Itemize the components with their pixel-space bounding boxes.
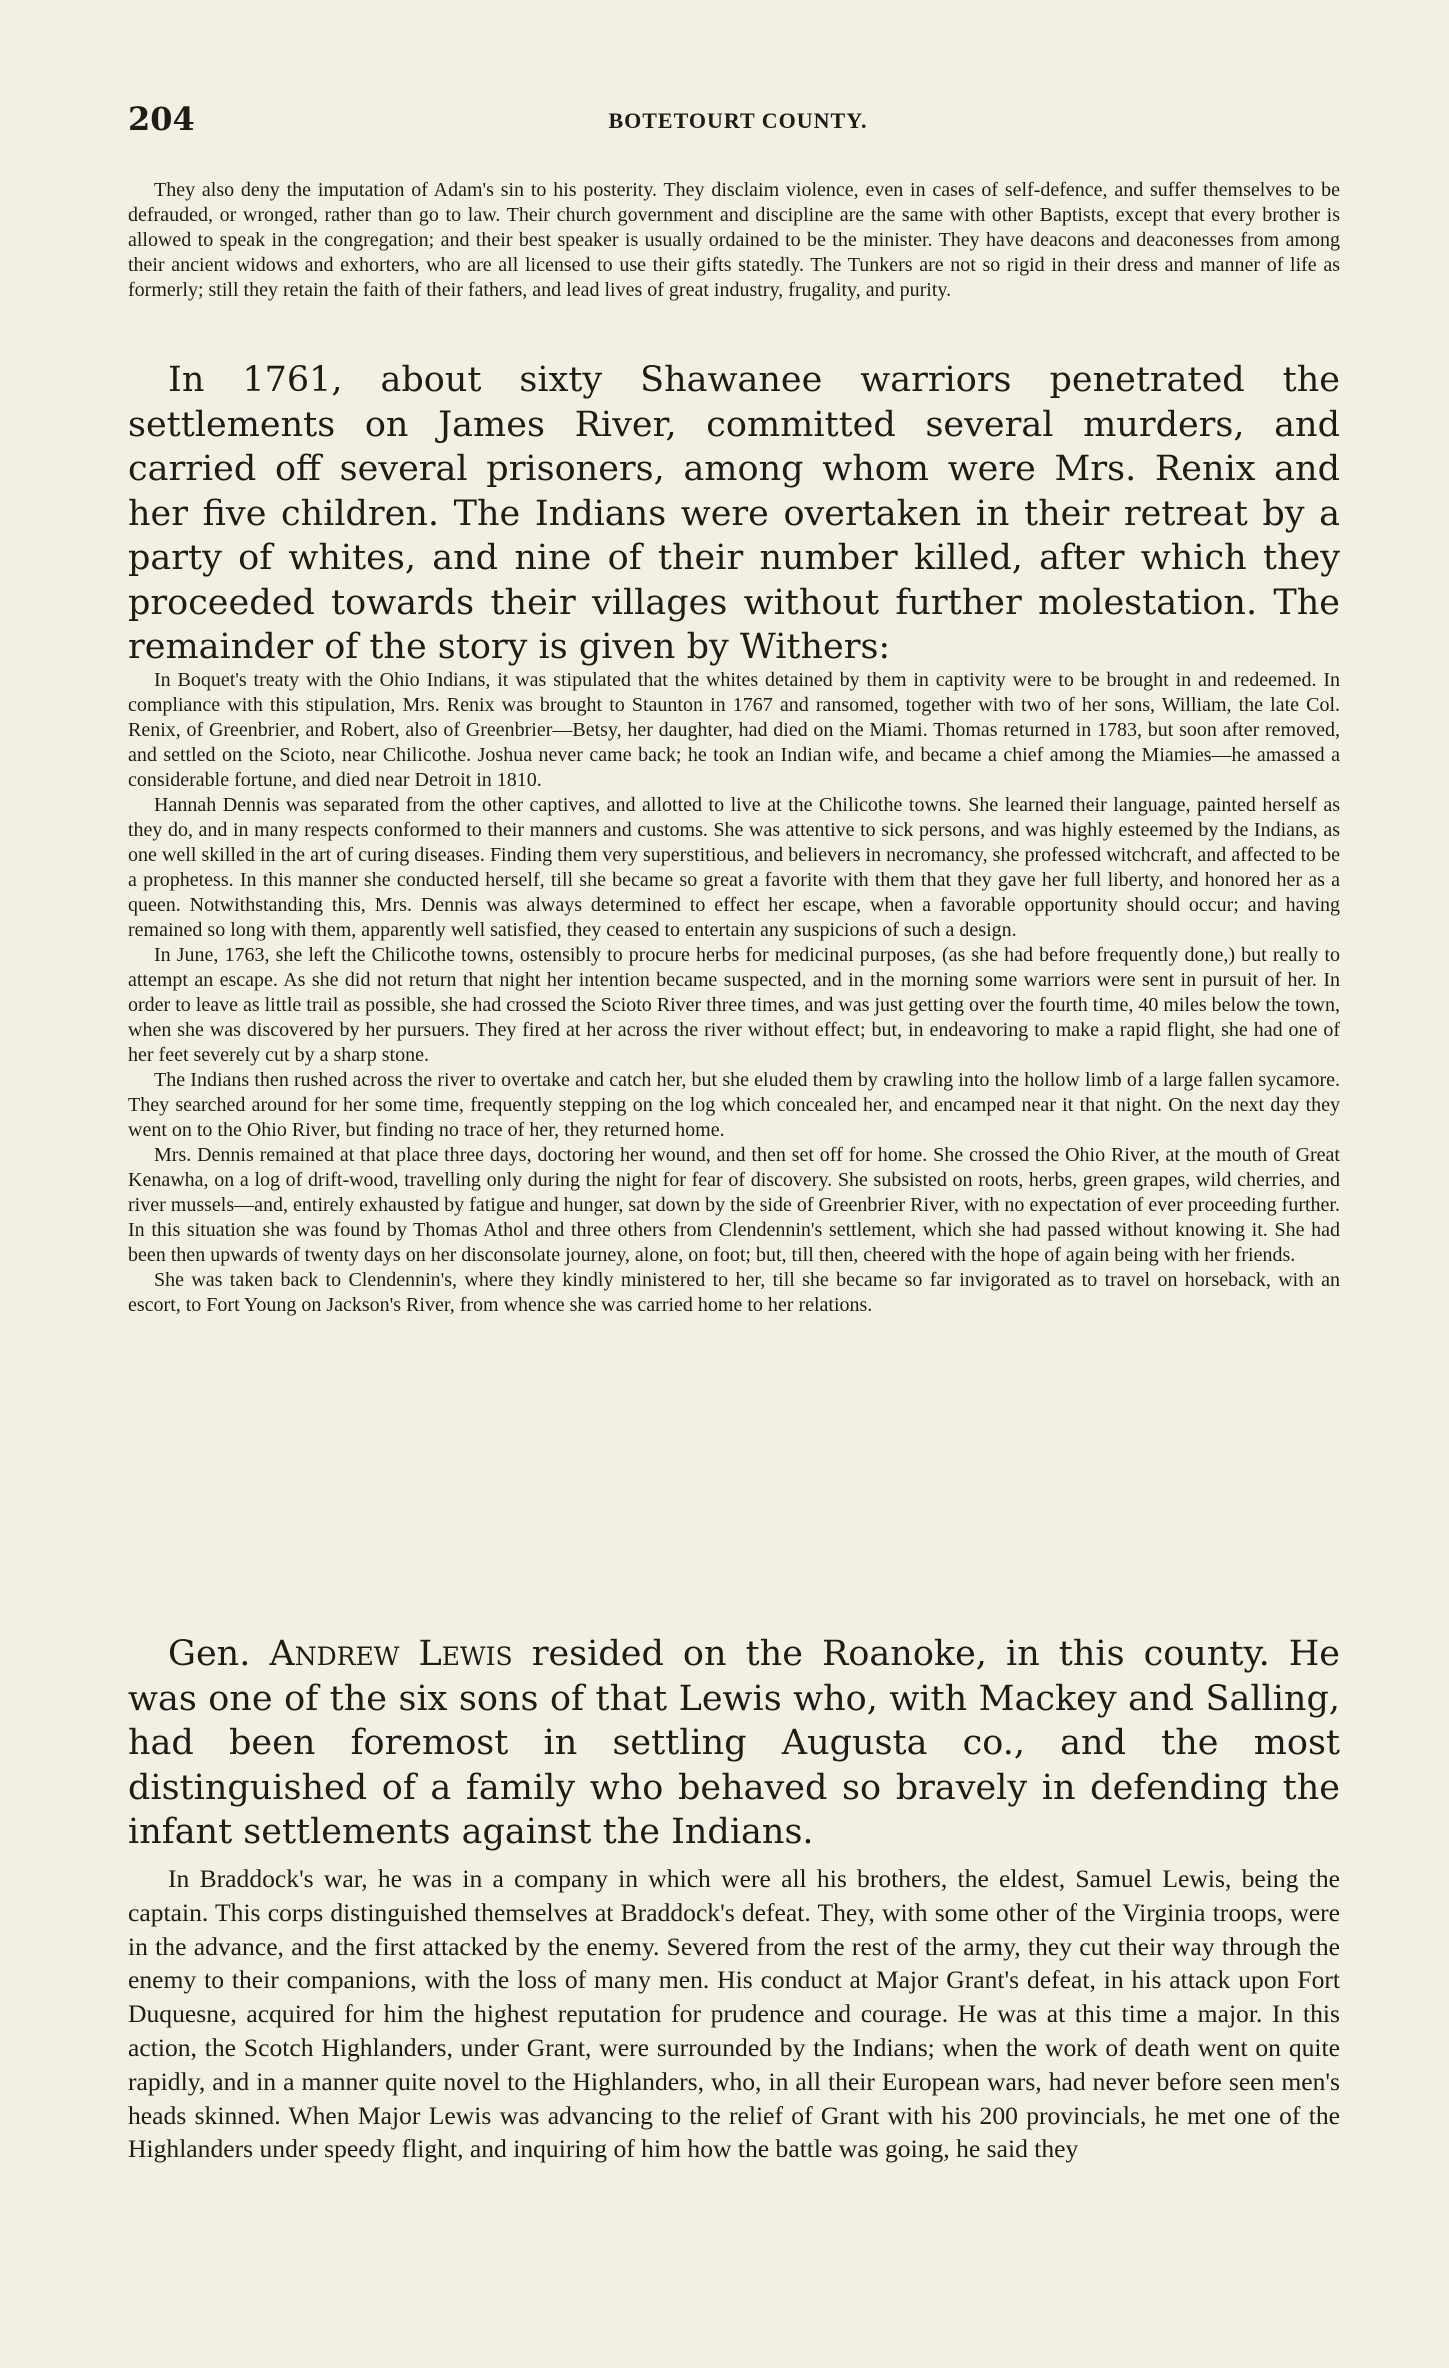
lewis-section <box>128 1632 1340 1855</box>
page-header <box>128 100 1348 150</box>
running-title: BOTETOURT COUNTY. <box>608 108 868 133</box>
braddock-paragraph: In Braddock's war, he was in a company in which were all his brothers, the eldest, Samuel Lewis, being the captain. This corps distinguished themselves at Braddock's defeat. They, with some other of the Virginia troops, were in the advance, and the first attacked by the enemy. Severed from the rest of the army, they cut their way through the enemy to their companions, with the loss of many men. His conduct at Major Grant's defeat, in his attack upon Fort Duquesne, acquired for him the highest reputation for prudence and courage. He was at this time a major. In this action, the Scotch Highlanders, under Grant, were surrounded by the Indians; when the work of death went on quite rapidly, and in a manner quite novel to the Highlanders, who, in all their European wars, had never before seen men's heads skinned. When Major Lewis was advancing to the relief of Grant with his 200 provincials, he met one of the Highlanders under speedy flight, and inquiring of him how the battle was going, he said they <box>128 1864 1340 2164</box>
withers-quotation <box>128 668 1340 1318</box>
withers-paragraph-escape: In June, 1763, she left the Chilicothe towns, ostensibly to procure herbs for medicinal purposes, (as she had before frequently done,) but really to attempt an escape. As she did not return that night her intention became suspected, and in the morning some warriors were sent in pursuit of her. In order to leave as little trail as possible, she had crossed the Scioto River three times, and was just getting over the fourth time, 40 miles below the town, when she was discovered by her pursuers. They fired at her across the river without effect; but, in endeavoring to make a rapid flight, she had one of her feet severely cut by a sharp stone. <box>128 944 1340 1066</box>
withers-paragraph-hannah-dennis: Hannah Dennis was separated from the other captives, and allotted to live at the Chilicothe towns. She learned their language, painted herself as they do, and in many respects conformed to their manners and customs. She was attentive to sick persons, and was highly esteemed by the Indians, as one well skilled in the art of curing diseases. Finding them very superstitious, and believers in necromancy, she professed witchcraft, and affected to be a prophetess. In this manner she conducted herself, till she became so great a favorite with them that they gave her full liberty, and honored her as a queen. Notwithstanding this, Mrs. Dennis was always determined to effect her escape, when a favorable opportunity should occur; and having remained so long with them, apparently well satisfied, they ceased to entertain any suspicions of such a design. <box>128 794 1340 941</box>
renix-section <box>128 358 1340 670</box>
lewis-text: resided on the Roanoke, in this county. He was one of the six sons of that Lewis who, with Mackey and Salling, had been foremost in settling Augusta co., and the most distinguished of a family who behaved so bravely in defending the infant settlements against the Indians. <box>128 1634 1341 1852</box>
withers-paragraph-ransom: In Boquet's treaty with the Ohio Indians, it was stipulated that the whites detained by them in captivity were to be brought in and redeemed. In compliance with this stipulation, Mrs. Renix was brought to Staunton in 1767 and ransomed, together with two of her sons, William, the late Col. Renix, of Greenbrier, and Robert, also of Greenbrier—Betsy, her daughter, had died on the Miami. Thomas returned in 1783, but soon after removed, and settled on the Scioto, near Chilicothe. Joshua never came back; he took an Indian wife, and became a chief among the Miamies—he amassed a considerable fortune, and died near Detroit in 1810. <box>128 669 1340 791</box>
withers-paragraph-journey: Mrs. Dennis remained at that place three days, doctoring her wound, and then set off for home. She crossed the Ohio River, at the mouth of Great Kenawha, on a log of drift-wood, travelling only during the night for fear of discovery. She subsisted on roots, herbs, green grapes, wild cherries, and river mussels—and, entirely exhausted by fatigue and hunger, sat down by the side of Greenbrier River, with no expectation of ever proceeding further. In this situation she was found by Thomas Athol and three others from Clendennin's settlement, which she had passed without knowing it. She had been then upwards of twenty days on her disconsolate journey, alone, on foot; but, till then, cheered with the hope of again being with her friends. <box>128 1144 1340 1266</box>
lewis-paragraph <box>128 1632 1340 1855</box>
braddock-section <box>128 1862 1340 2166</box>
renix-paragraph: In 1761, about sixty Shawanee warriors penetrated the settlements on James River, committed several murders, and carried off several prisoners, among whom were Mrs. Renix and her five children. The Indians were overtaken in their retreat by a party of whites, and nine of their number killed, after which they proceeded towards their villages without further molestation. The remainder of the story is given by Withers: <box>128 360 1340 667</box>
withers-paragraph-return: She was taken back to Clendennin's, where they kindly ministered to her, till she became so far invigorated as to travel on horseback, with an escort, to Fort Young on Jackson's River, from whence she was carried home to her relations. <box>128 1269 1340 1316</box>
lewis-name: Andrew Lewis <box>269 1634 513 1674</box>
lewis-prefix: Gen. <box>168 1634 270 1674</box>
dunkers-paragraph: They also deny the imputation of Adam's sin to his posterity. They disclaim violence, even in cases of self-defence, and suffer themselves to be defrauded, or wronged, rather than go to law. Their church government and discipline are the same with other Baptists, except that every brother is allowed to speak in the congregation; and their best speaker is usually ordained to be the minister. They have deacons and deaconesses from among their ancient widows and exhorters, who are all licensed to use their gifts statedly. The Tunkers are not so rigid in their dress and manner of life as formerly; still they retain the faith of their fathers, and lead lives of great industry, frugality, and purity. <box>128 179 1340 301</box>
withers-paragraph-sycamore: The Indians then rushed across the river to overtake and catch her, but she eluded them by crawling into the hollow limb of a large fallen sycamore. They searched around for her some time, frequently stepping on the log which concealed her, and encamped near it that night. On the next day they went on to the Ohio River, but finding no trace of her, they returned home. <box>128 1069 1340 1141</box>
page-number: 204 <box>128 100 195 138</box>
dunkers-section <box>128 178 1340 303</box>
